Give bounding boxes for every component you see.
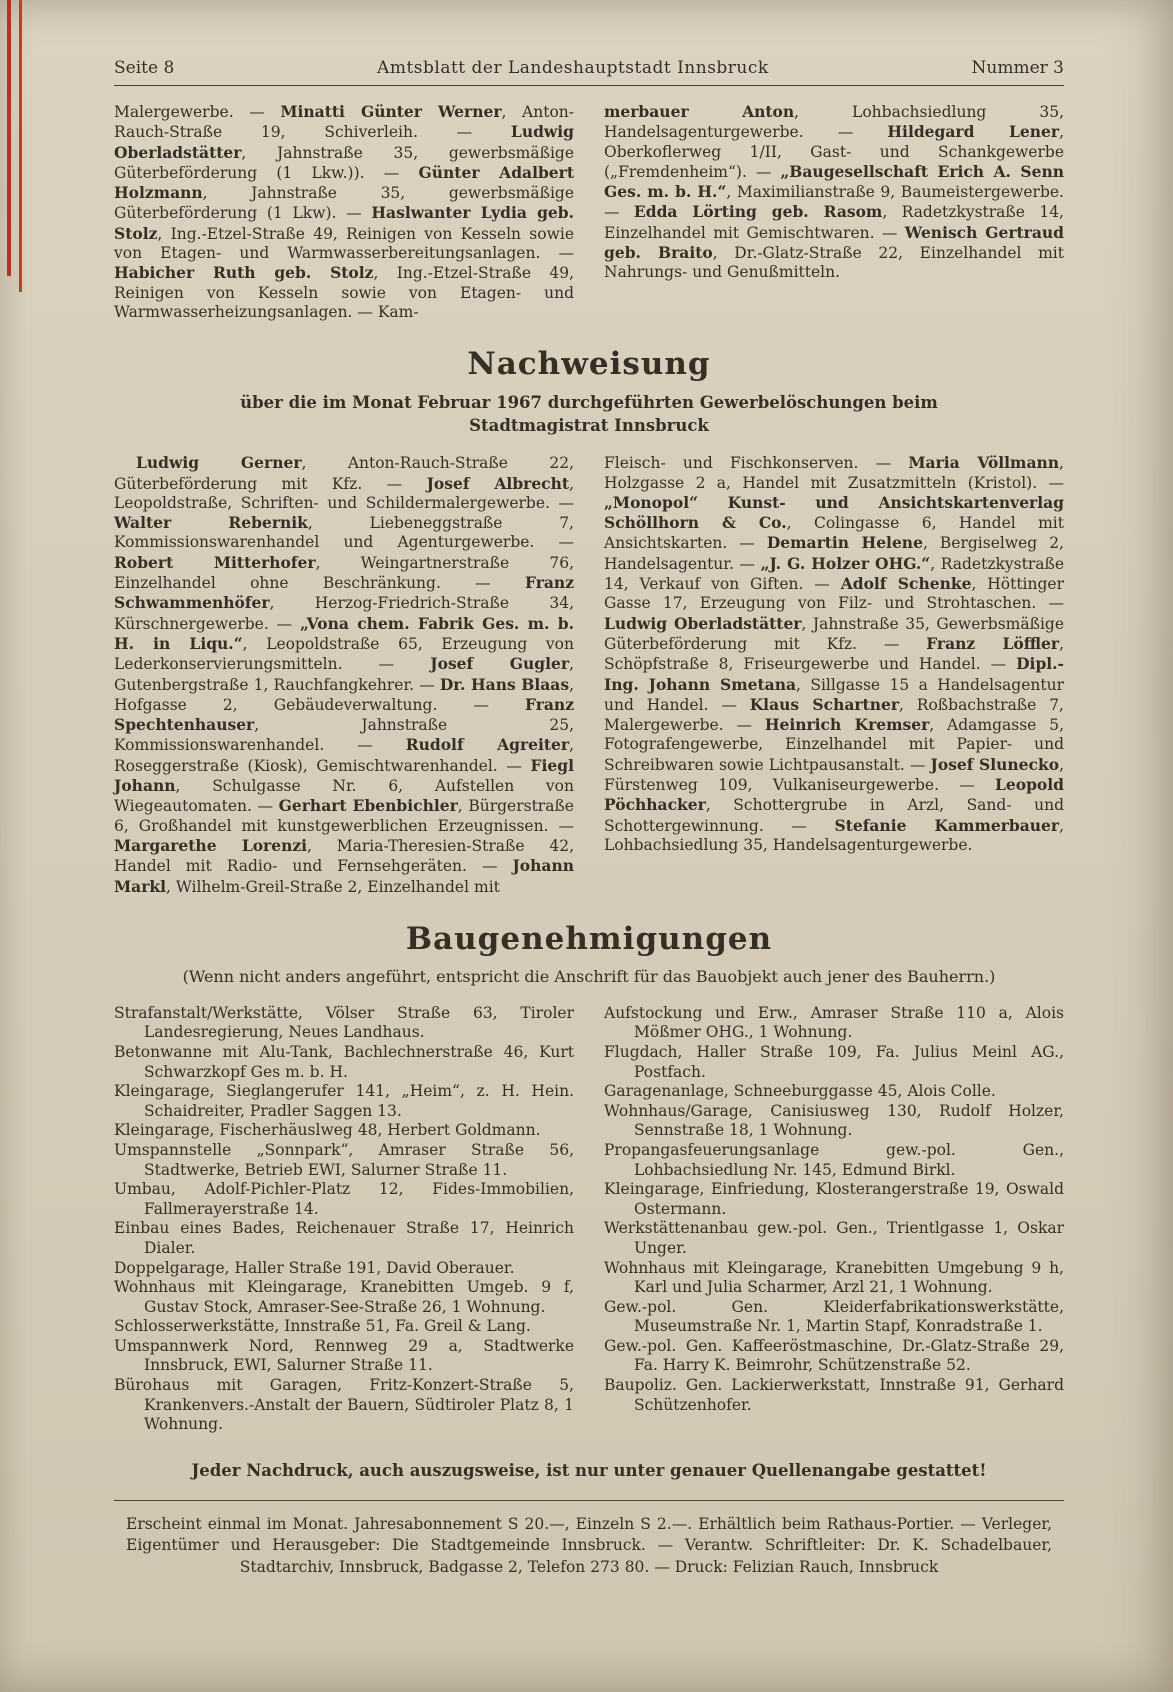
permit-entry: Betonwanne mit Alu-Tank, Bachlechnerstraße 46, Kurt Schwarzkopf Ges m. b. H. [114, 1042, 574, 1081]
baugenehmigungen-right-column [604, 1004, 1064, 1435]
permit-entry: Schlosserwerkstätte, Innstraße 51, Fa. Greil & Lang. [114, 1317, 531, 1336]
entry-text: , Adamgasse 5, Fotografengewerbe, Einzelhandel mit Papier- und Schreibwaren sowie Lichtpausanstalt. — [604, 716, 1064, 774]
entry-name: Franz Löffler [926, 633, 1060, 653]
reprint-notice: Jeder Nachdruck, auch auszugsweise, ist nur unter genauer Quellenangabe gestattet! [191, 1460, 987, 1480]
entry-text: , Maria-Theresien-Straße 42, Handel mit Radio- und Fernsehgeräten. — [114, 836, 574, 876]
permit-entry: Flugdach, Haller Straße 109, Fa. Julius Meinl AG., Postfach. [604, 1042, 1064, 1081]
permit-entry: Umspannstelle „Sonnpark“, Amraser Straße 56, Stadtwerke, Betrieb EWI, Salurner Straße 11. [114, 1140, 574, 1179]
entry-text: , Schulgasse Nr. 6, Aufstellen von Wiegeautomaten. — [114, 777, 574, 816]
permit-entry: Propangasfeuerungsanlage gew.-pol. Gen., Lohbachsiedlung Nr. 145, Edmund Birkl. [604, 1140, 1064, 1179]
entry-text: , Leopoldstraße, Schriften- und Schildermalergewerbe. — [114, 474, 574, 512]
page-number: Seite 8 [114, 58, 175, 78]
permit-entry: Wohnhaus/Garage, Canisiusweg 130, Rudolf Holzer, Sennstraße 18, 1 Wohnung. [604, 1101, 1064, 1140]
page-header [114, 58, 1064, 78]
permit-entry: Gew.-pol. Gen. Kaffeeröstmaschine, Dr.-Glatz-Straße 29, Fa. Harry K. Beimrohr, Schützenstraße 52. [604, 1336, 1064, 1375]
entry-text: , Jahnstraße 35, gewerbsmäßige Güterbeförderung (1 Lkw.)). — [114, 143, 574, 182]
entry-name: Minatti Günter Werner [280, 102, 502, 121]
entry-name: Ludwig Oberladstätter [604, 613, 802, 633]
entry-name: Haslwanter Lydia geb. Stolz [114, 203, 575, 243]
header-rule [114, 85, 1064, 86]
nachweisung-text-right [604, 453, 1064, 855]
entry-name: Ludwig Oberladstätter [114, 122, 574, 162]
entry-name: Demartin Helene [766, 533, 923, 553]
permit-entry: Baupoliz. Gen. Lackierwerkstatt, Innstraße 91, Gerhard Schützenhofer. [604, 1376, 1064, 1414]
permit-entry: Einbau eines Bades, Reichenauer Straße 17, Heinrich Dialer. [114, 1219, 574, 1257]
masthead-title: Amtsblatt der Landeshauptstadt Innsbruck [377, 58, 769, 78]
entry-name: Edda Lörting geb. Rasom [633, 202, 883, 222]
permit-entry: Wohnhaus mit Kleingarage, Kranebitten Umgebung 9 h, Karl und Julia Scharmer, Arzl 21, 1 Wohnung. [604, 1258, 1064, 1297]
entry-text: , Maximilianstraße 9, Baumeistergewerbe. — [604, 183, 1064, 222]
entry-name: Josef Slunecko [930, 754, 1060, 774]
permit-entry: Aufstockung und Erw., Amraser Straße 110 a, Alois Mößmer OHG., 1 Wohnung. [604, 1003, 1064, 1042]
entry-text: , Roseggerstraße (Kiosk), Gemischtwarenhandel. — [114, 736, 574, 775]
permit-entry: Doppelgarage, Haller Straße 191, David Oberauer. [114, 1258, 515, 1277]
entry-name: „Baugesellschaft Erich A. Senn Ges. m. b. H.“ [604, 161, 1064, 202]
entry-text: , Gutenbergstraße 1, Rauchfangkehrer. — [114, 655, 574, 694]
nachweisung-title: Nachweisung [467, 346, 711, 383]
entry-name: Maria Völlmann [908, 453, 1060, 473]
entry-name: Ludwig Gerner [136, 453, 302, 473]
entry-name: „J. G. Holzer OHG.“ [760, 553, 931, 573]
entry-text: , Herzog-Friedrich-Straße 34, Kürschnergewerbe. — [114, 594, 574, 633]
entry-name: Hildegard Lener [887, 122, 1060, 142]
permit-entry: Garagenanlage, Schneeburggasse 45, Alois Colle. [604, 1082, 996, 1101]
continuation-text-right [604, 102, 1064, 283]
entry-text: , Sillgasse 15 a Handelsagentur und Handel. — [604, 675, 1064, 714]
entry-text: , Bürgerstraße 6, Großhandel mit kunstgewerblichen Erzeugnissen. — [114, 797, 574, 835]
permit-entry: Kleingarage, Einfriedung, Klosterangerstraße 19, Oswald Ostermann. [604, 1180, 1064, 1218]
entry-text: , Dr.-Glatz-Straße 22, Einzelhandel mit Nahrungs- und Genußmitteln. [604, 244, 1064, 282]
entry-name: Habicher Ruth geb. Stolz [114, 263, 374, 283]
entry-text: Fleisch- und Fischkonserven. — [604, 454, 909, 473]
entry-name: Fiegl Johann [114, 755, 574, 796]
entry-text: , Ing.-Etzel-Straße 49, Reinigen von Kesseln sowie von Etagen- und Warmwasserbereitungsanlagen. — [114, 224, 574, 263]
entry-name: Adolf Schenke [840, 574, 972, 594]
nachweisung-subtitle-line2: Stadtmagistrat Innsbruck [469, 416, 709, 436]
permit-entry: Bürohaus mit Garagen, Fritz-Konzert-Straße 5, Krankenvers.-Anstalt der Bauern, Südtiroler Platz 8, 1 Wohnung. [114, 1376, 574, 1434]
entry-name: Walter Rebernik [114, 513, 308, 533]
nachweisung-left-column [114, 453, 574, 897]
nachweisung-text-left [114, 453, 574, 897]
entry-text: , Jahnstraße 35, Gewerbsmäßige Güterbeförderung mit Kfz. — [604, 614, 1065, 653]
permit-entry: Umspannwerk Nord, Rennweg 29 a, Stadtwerke Innsbruck, EWI, Salurner Straße 11. [114, 1336, 574, 1375]
entry-text: , Roßbachstraße 7, Malergewerbe. — [604, 695, 1064, 735]
entry-text: , Lohbachsiedlung 35, Handelsagenturgewerbe. — [604, 103, 1064, 142]
permit-entry: Werkstättenanbau gew.-pol. Gen., Trientlgasse 1, Oskar Unger. [604, 1219, 1064, 1257]
entry-text: , Lohbachsiedlung 35, Handelsagenturgewerbe. [604, 816, 1064, 854]
permit-entry: Gew.-pol. Gen. Kleiderfabrikationswerkstätte, Museumstraße Nr. 1, Martin Stapf, Konradstraße 1. [604, 1297, 1064, 1336]
entry-name: Günter Adalbert Holzmann [114, 162, 574, 203]
issue-number: Nummer 3 [971, 58, 1064, 78]
entry-name: Leopold Pöchhacker [604, 775, 1064, 815]
entry-text: , Wilhelm-Greil-Straße 2, Einzelhandel mit [166, 877, 500, 896]
permit-entry: Wohnhaus mit Kleingarage, Kranebitten Umgeb. 9 f, Gustav Stock, Amraser-See-Straße 26, 1 Wohnung. [114, 1278, 574, 1316]
entry-text: , Leopoldstraße 65, Erzeugung von Lederkonservierungsmitteln. — [114, 634, 574, 674]
entry-text: , Schöpfstraße 8, Friseurgewerbe und Handel. — [604, 634, 1064, 674]
entry-text: , Ing.-Etzel-Straße 49, Reinigen von Kesseln sowie von Etagen- und Warmwasserheizungsanlagen. — Kam- [114, 264, 574, 321]
continuation-section [114, 102, 1064, 322]
permit-entry: Kleingarage, Sieglangerufer 141, „Heim“, z. H. Hein. Schaidreiter, Pradler Saggen 13. [114, 1082, 574, 1120]
entry-name: „Monopol“ Kunst- und Ansichtskartenverlag Schöllhorn & Co. [604, 492, 1064, 533]
continuation-text-left [114, 102, 574, 322]
permit-entry: Kleingarage, Fischerhäuslweg 48, Herbert Goldmann. [114, 1121, 541, 1140]
entry-name: Margarethe Lorenzi [114, 835, 308, 855]
entry-name: „Vona chem. Fabrik Ges. m. b. H. in Liqu.“ [114, 613, 575, 653]
entry-name: Klaus Schartner [749, 694, 899, 714]
permit-entry: Umbau, Adolf-Pichler-Platz 12, Fides-Immobilien, Fallmerayerstraße 14. [114, 1180, 574, 1218]
nachweisung-section [114, 453, 1064, 897]
entry-name: merbauer Anton [604, 102, 795, 121]
permit-entry: Strafanstalt/Werkstätte, Völser Straße 63, Tiroler Landesregierung, Neues Landhaus. [114, 1003, 574, 1042]
entry-name: Gerhart Ebenbichler [278, 796, 458, 816]
nachweisung-right-column [604, 453, 1064, 897]
entry-name: Heinrich Kremser [764, 715, 930, 735]
entry-name: Johann Markl [114, 856, 574, 896]
entry-text: , Fürstenweg 109, Vulkaniseurgewerbe. — [604, 755, 1064, 795]
nachweisung-subtitle-line1: über die im Monat Februar 1967 durchgeführten Gewerbelöschungen beim [240, 393, 938, 413]
left-margin-red-line [19, 0, 22, 292]
entry-text: , Jahnstraße 35, gewerbsmäßige Güterbeförderung (1 Lkw). — [114, 184, 574, 223]
entry-name: Josef Albrecht [426, 473, 570, 493]
imprint-text: Erscheint einmal im Monat. Jahresabonnement S 20.—, Einzeln S 2.—. Erhältlich beim Rathaus-Portier. — Verleger, Eigentümer und Herausgeber: Die Stadtgemeinde Innsbruck. — Verantw. Schriftleiter: Dr. K. Schadelbauer, Stadtarchiv, Innsbruck, Badgasse 2, Telefon 273 80. — Druck: Felizian Rauch, Innsbruck [126, 1514, 1052, 1576]
entry-name: Dipl.-Ing. Johann Smetana [604, 654, 1064, 694]
entry-text: , Holzgasse 2 a, Handel mit Zusatzmitteln (Kristol). — [604, 454, 1064, 492]
entry-text: , Schottergrube in Arzl, Sand- und Schottergewinnung. — [604, 796, 1064, 835]
entry-text: , Colingasse 6, Handel mit Ansichtskarten. — [604, 514, 1064, 553]
entry-text: , Bergiselweg 2, Handelsagentur. — [604, 534, 1064, 573]
entry-text: , Radetzkystraße 14, Einzelhandel mit Gemischtwaren. — [604, 203, 1064, 242]
continuation-left-column [114, 102, 574, 322]
entry-name: Franz Schwammenhöfer [114, 573, 574, 613]
entry-text: , Höttinger Gasse 17, Erzeugung von Filz- und Strohtaschen. — [604, 575, 1065, 613]
baugenehmigungen-section [114, 1004, 1064, 1435]
baugenehmigungen-left-column [114, 1004, 574, 1435]
entry-name: Franz Spechtenhauser [114, 694, 574, 735]
entry-text: Malergewerbe. — [114, 103, 281, 121]
baugenehmigungen-title: Baugenehmigungen [405, 920, 773, 957]
entry-name: Dr. Hans Blaas [439, 674, 570, 694]
footer-rule [114, 1500, 1064, 1501]
entry-name: Josef Gugler [430, 654, 570, 674]
entry-name: Stefanie Kammerbauer [834, 815, 1060, 835]
continuation-right-column [604, 102, 1064, 322]
entry-text: , Oberkoflerweg 1/II, Gast- und Schankgewerbe („Fremdenheim“). — [604, 123, 1064, 181]
entry-name: Rudolf Agreiter [405, 735, 570, 755]
nachweisung-subtitle [114, 391, 1064, 437]
left-margin-red-line [7, 0, 11, 276]
entry-text: , Weingartnerstraße 76, Einzelhandel ohne Beschränkung. — [114, 553, 574, 593]
entry-name: Robert Mitterhofer [114, 552, 316, 572]
entry-name: Wenisch Gertraud geb. Braito [604, 222, 1064, 263]
baugenehmigungen-subtitle: (Wenn nicht anders angeführt, entspricht die Anschrift für das Bauobjekt auch jener des Bauherrn.) [182, 966, 996, 986]
entry-text: , Anton-Rauch-Straße 19, Schiverleih. — [114, 103, 574, 142]
entry-text: , Hofgasse 2, Gebäudeverwaltung. — [114, 675, 575, 714]
entry-text: , Jahnstraße 25, Kommissionswarenhandel. — [114, 716, 574, 755]
entry-text: , Radetzkystraße 14, Verkauf von Giften. — [604, 554, 1065, 594]
entry-text: , Anton-Rauch-Straße 22, Güterbeförderung mit Kfz. — [114, 454, 574, 493]
entry-text: , Liebeneggstraße 7, Kommissionswarenhandel und Agenturgewerbe. — [114, 514, 574, 552]
